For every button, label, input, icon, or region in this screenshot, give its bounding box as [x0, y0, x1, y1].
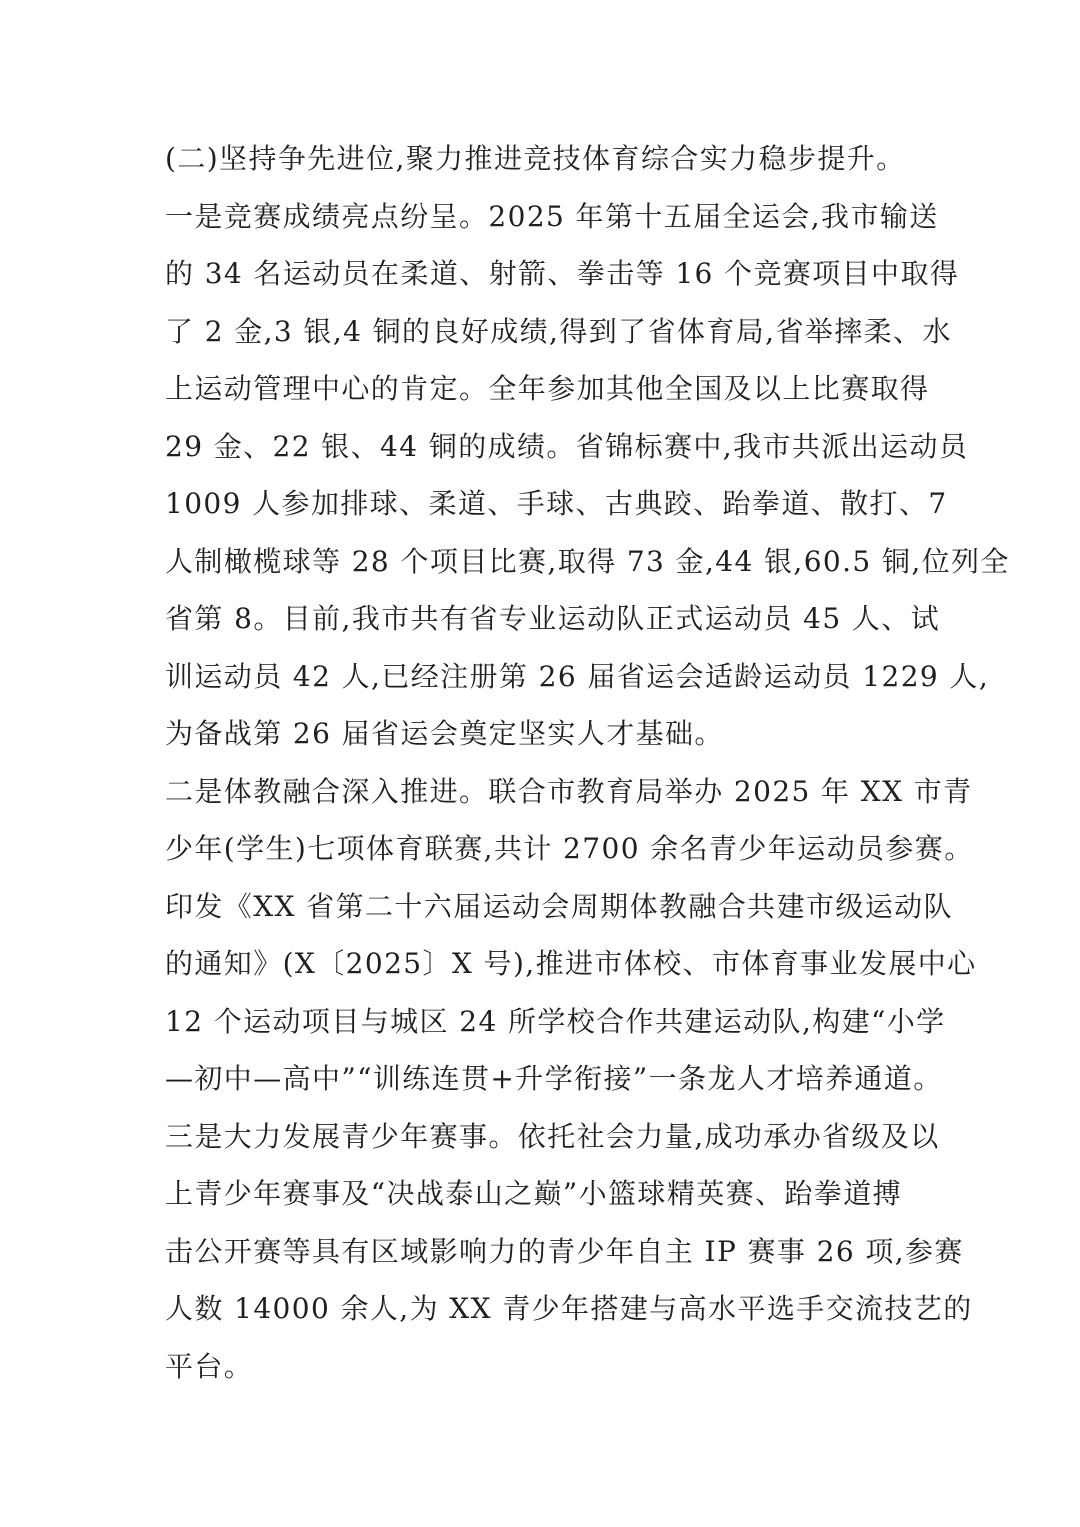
text-line: 29 金、22 银、44 铜的成绩。省锦标赛中,我市共派出运动员 [165, 429, 969, 463]
text-line: 为备战第 26 届省运会奠定坚实人才基础。 [165, 717, 724, 750]
text-line: 训运动员 42 人,已经注册第 26 届省运会适龄运动员 1229 人, [165, 659, 990, 693]
text-line: 印发《XX 省第二十六届运动会周期体教融合共建市级运动队 [165, 889, 953, 923]
text-line: 的 34 名运动员在柔道、射箭、拳击等 16 个竞赛项目中取得 [165, 257, 960, 290]
text-line: 人数 14000 余人,为 XX 青少年搭建与高水平选手交流技艺的 [165, 1292, 973, 1325]
text-line: 上青少年赛事及“决战泰山之巅”小篮球精英赛、跆拳道搏 [165, 1177, 903, 1210]
section-heading: (二)坚持争先进位,聚力推进竞技体育综合实力稳步提升。 [165, 142, 906, 175]
text-line: 少年(学生)七项体育联赛,共计 2700 余名青少年运动员参赛。 [165, 832, 974, 865]
text-line: 一是竞赛成绩亮点纷呈。2025 年第十五届全运会,我市输送 [165, 199, 939, 233]
text-line: 击公开赛等具有区域影响力的青少年自主 IP 赛事 26 项,参赛 [165, 1234, 964, 1268]
text-line: —初中—高中”“训练连贯+升学衔接”一条龙人才培养通道。 [165, 1062, 943, 1095]
text-line: 平台。 [165, 1349, 254, 1383]
text-line: 的通知》(X〔2025〕X 号),推进市体校、市体育事业发展中心 [165, 947, 977, 980]
text-line: 了 2 金,3 银,4 铜的良好成绩,得到了省体育局,省举摔柔、水 [165, 314, 952, 348]
document-body [165, 130, 1010, 1395]
text-line: 上运动管理中心的肯定。全年参加其他全国及以上比赛取得 [165, 372, 930, 405]
text-line: 人制橄榄球等 28 个项目比赛,取得 73 金,44 银,60.5 铜,位列全 [165, 544, 1010, 578]
text-line: 三是大力发展青少年赛事。依托社会力量,成功承办省级及以 [165, 1119, 940, 1153]
text-line: 1009 人参加排球、柔道、手球、古典跤、跆拳道、散打、7 [165, 487, 948, 520]
text-line: 12 个运动项目与城区 24 所学校合作共建运动队,构建“小学 [165, 1004, 946, 1038]
text-line: 二是体教融合深入推进。联合市教育局举办 2025 年 XX 市青 [165, 774, 973, 808]
text-line: 省第 8。目前,我市共有省专业运动队正式运动员 45 人、试 [165, 602, 941, 635]
